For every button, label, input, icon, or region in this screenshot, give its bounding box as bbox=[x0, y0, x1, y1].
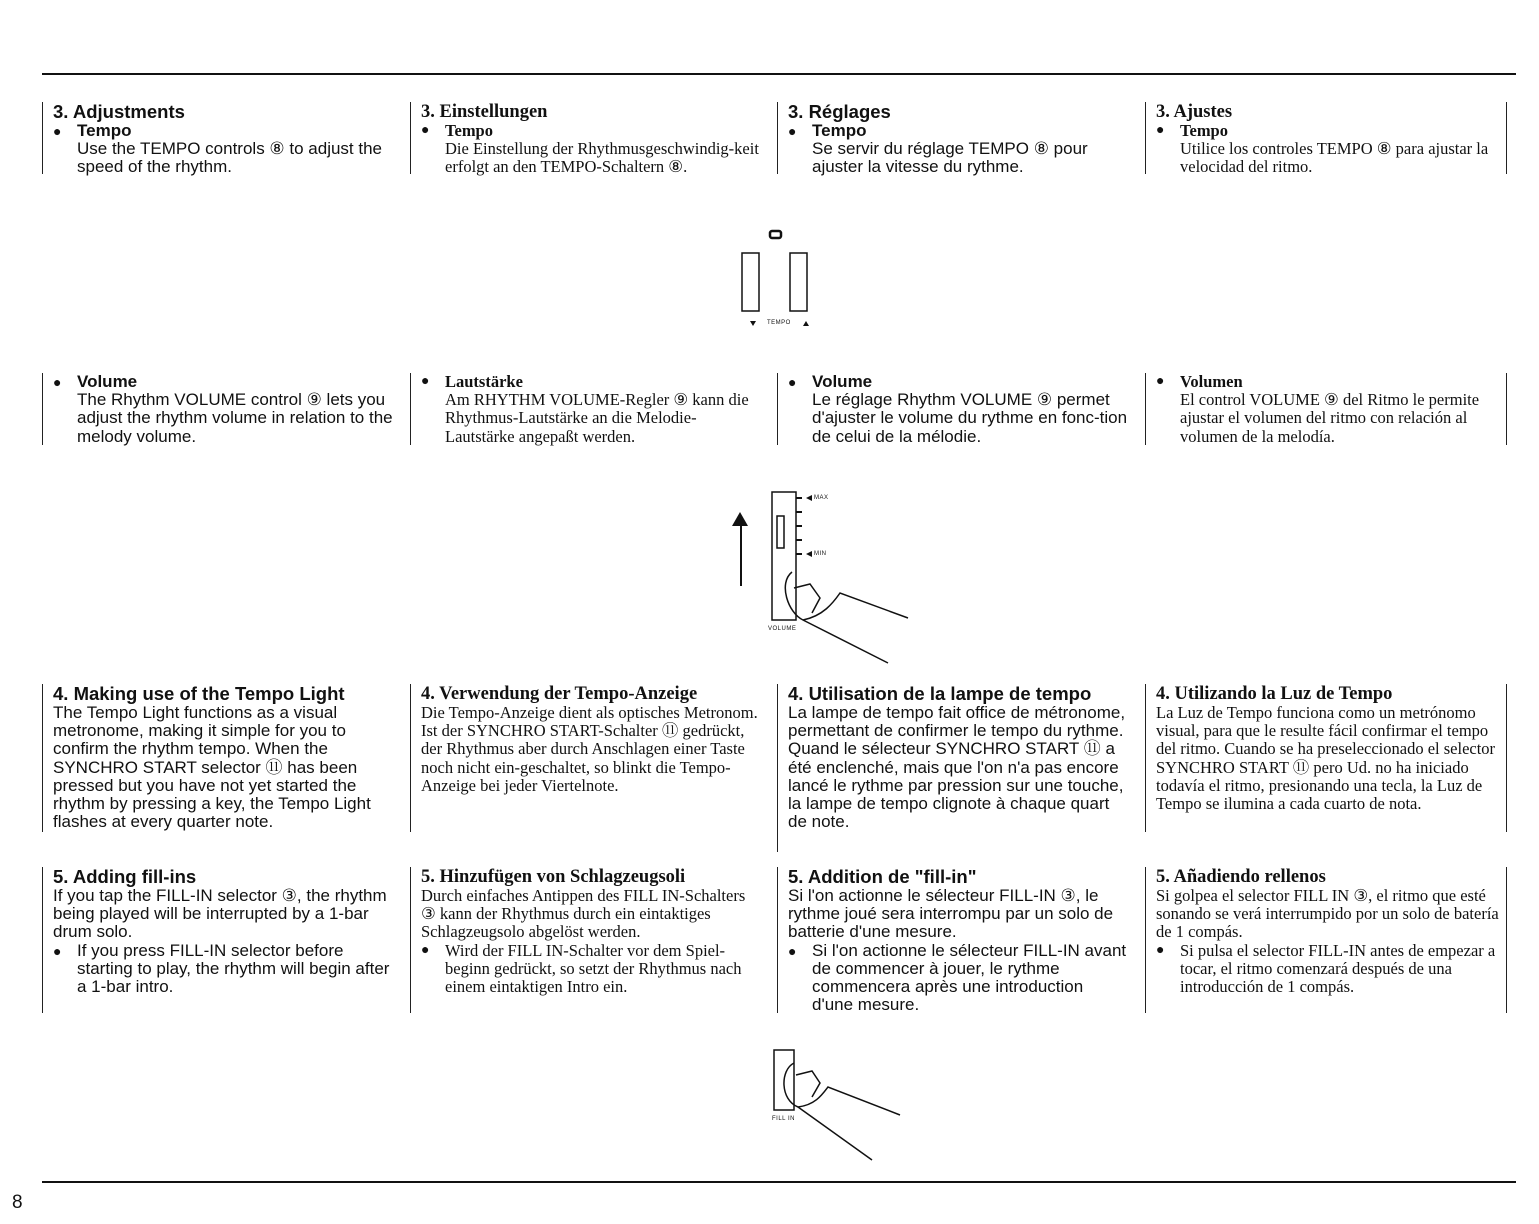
body-text: Am RHYTHM VOLUME-Regler ⑨ kann die Rhythmus-Lautstärke an die Melodie-Lautstärke angepaßt werden. bbox=[445, 390, 749, 446]
bullet-text: ● Si pulsa el selector FILL-IN antes de empezar a tocar, el ritmo comenzará después de una introducción de 1 compás. bbox=[1156, 942, 1500, 997]
body-text: Utilice los controles TEMPO ⑧ para ajustar la velocidad del ritmo. bbox=[1180, 139, 1489, 177]
subheading: ● Tempo bbox=[1156, 122, 1500, 140]
finger-icon bbox=[784, 1063, 900, 1160]
col-de-adjustments bbox=[410, 102, 761, 177]
body-text: Se servir du réglage TEMPO ⑧ pour ajuster la vitesse du rythme. bbox=[812, 139, 1088, 177]
col-de-volume bbox=[410, 373, 761, 445]
col-es-adjustments bbox=[1145, 102, 1507, 177]
tempo-light-icon bbox=[770, 231, 781, 238]
volume-slider-illustration bbox=[728, 488, 928, 668]
col-es-fill-ins bbox=[1145, 867, 1507, 1013]
section-title: 5. Hinzufügen von Schlagzeugsoli bbox=[421, 867, 686, 887]
section-title: 5. Añadiendo rellenos bbox=[1156, 867, 1326, 887]
section-title: 3. Ajustes bbox=[1156, 102, 1233, 122]
body-text: Use the TEMPO controls ⑧ to adjust the speed of the rhythm. bbox=[77, 139, 383, 177]
col-fr-tempo-light bbox=[777, 684, 1128, 852]
col-es-volume bbox=[1145, 373, 1507, 445]
body-text: Die Tempo-Anzeige dient als optisches Metronom. Ist der SYNCHRO START-Schalter ⑪ gedrückt, der Rhythmus aber durch Anschlagen einer Taste noch nicht ein-geschaltet, so blinkt die Tempo-Anzeige bei jeder Viertelnote. bbox=[421, 703, 758, 795]
up-arrow-icon bbox=[803, 321, 809, 326]
col-de-fill-ins bbox=[410, 867, 761, 1013]
body-text: Si l'on actionne le sélecteur FILL-IN ③, le rythme joué sera interrompu par un solo de batterie d'une mesure. bbox=[788, 886, 1114, 942]
body-text: La lampe de tempo fait office de métronome, permettant de confirmer le tempo du rythme. Quand le sélecteur SYNCHRO START ⑪ a été enclenché, mais que l'on n'a pas encore lancé le rythme par pression sur une touche, la lampe de tempo clignote à chaque quart de note. bbox=[788, 703, 1126, 832]
col-fr-fill-ins bbox=[777, 867, 1128, 1013]
bullet-text: ● Si l'on actionne le sélecteur FILL-IN avant de commencer à jouer, le rythme commencera après une introduction d'une mesure. bbox=[788, 942, 1128, 1015]
subheading: ● Lautstärke bbox=[421, 373, 761, 391]
section-title: 5. Adding fill-ins bbox=[53, 866, 197, 887]
col-de-tempo-light bbox=[410, 684, 761, 832]
up-arrow-icon bbox=[732, 512, 748, 586]
section-title: 4. Making use of the Tempo Light bbox=[53, 683, 345, 704]
fill-in-button-illustration bbox=[760, 1045, 920, 1165]
subheading: ● Tempo bbox=[421, 122, 761, 140]
tempo-figure bbox=[730, 228, 840, 333]
body-text: If you tap the FILL-IN selector ③, the rhythm being played will be interrupted by a 1-bar drum solo. bbox=[53, 886, 387, 942]
section-title: 3. Adjustments bbox=[53, 101, 185, 122]
body-text: The Tempo Light functions as a visual metronome, making it simple for you to confirm the rhythm tempo. When the SYNCHRO START selector ⑪ has been pressed but you have not yet started the rhythm by pressing a key, the Tempo Light flashes at every quarter note. bbox=[53, 703, 371, 832]
section-title: 4. Verwendung der Tempo-Anzeige bbox=[421, 684, 698, 704]
bullet-text: ● If you press FILL-IN selector before starting to play, the rhythm will begin after a 1-bar intro. bbox=[53, 942, 393, 997]
body-text: Si golpea el selector FILL IN ③, el ritmo que esté sonando se verá interrumpido por un solo de batería de 1 compás. bbox=[1156, 886, 1499, 942]
col-en-tempo-light bbox=[42, 684, 393, 832]
col-fr-adjustments bbox=[777, 101, 1128, 177]
subheading: ● Volume bbox=[788, 373, 1128, 391]
subheading: ● Tempo bbox=[788, 122, 1128, 140]
body-text: La Luz de Tempo funciona como un metrónomo visual, para que le resulte fácil confirmar el tempo del ritmo. Cuando se ha preseleccionado el selector SYNCHRO START ⑪ pero Ud. no ha iniciado todavía el ritmo, presionando una tecla, la Luz de Tempo se ilumina a cada cuarto de nota. bbox=[1156, 703, 1496, 814]
col-en-adjustments bbox=[42, 101, 393, 177]
col-es-tempo-light bbox=[1145, 684, 1507, 832]
body-text: Durch einfaches Antippen des FILL IN-Schalters ③ kann der Rhythmus durch ein eintaktiges Schlagzeugsolo abgelöst werden. bbox=[421, 886, 746, 942]
bullet-text: ● Wird der FILL IN-Schalter vor dem Spiel-beginn gedrückt, so setzt der Rhythmus nach einem eintaktigen Intro ein. bbox=[421, 942, 761, 997]
volume-min-label: MIN bbox=[814, 551, 827, 557]
section-title: 4. Utilizando la Luz de Tempo bbox=[1156, 684, 1393, 704]
section-title: 3. Einstellungen bbox=[421, 102, 548, 122]
volume-max-label: MAX bbox=[814, 495, 829, 501]
section-title: 4. Utilisation de la lampe de tempo bbox=[788, 683, 1092, 704]
body-text: Die Einstellung der Rhythmusgeschwindig-keit erfolgt an den TEMPO-Schaltern ⑧. bbox=[445, 139, 759, 177]
col-en-volume bbox=[42, 373, 393, 445]
subheading: ● Volumen bbox=[1156, 373, 1500, 391]
body-text: Le réglage Rhythm VOLUME ⑨ permet d'ajuster le volume du rythme en fonc-tion de celui de la mélodie. bbox=[812, 390, 1128, 446]
body-text: The Rhythm VOLUME control ⑨ lets you adjust the rhythm volume in relation to the melody volume. bbox=[77, 390, 393, 446]
subheading: ● Volume bbox=[53, 373, 393, 391]
body-text: El control VOLUME ⑨ del Ritmo le permite ajustar el volumen del ritmo con relación al volumen de la melodía. bbox=[1180, 390, 1480, 446]
volume-slider-frame bbox=[772, 492, 796, 620]
section-title: 5. Addition de "fill-in" bbox=[788, 866, 977, 887]
volume-label: VOLUME bbox=[768, 626, 797, 632]
fill-in-figure bbox=[760, 1045, 920, 1165]
bottom-rule bbox=[42, 1181, 1516, 1183]
tempo-label: TEMPO bbox=[767, 320, 791, 326]
col-en-fill-ins bbox=[42, 867, 393, 1013]
volume-figure bbox=[728, 488, 928, 668]
tempo-down-button bbox=[742, 253, 759, 311]
fill-in-label: FILL IN bbox=[772, 1116, 795, 1122]
top-rule bbox=[42, 73, 1516, 75]
section-title: 3. Réglages bbox=[788, 101, 891, 122]
col-fr-volume bbox=[777, 373, 1128, 445]
down-arrow-icon bbox=[750, 321, 756, 326]
tempo-up-button bbox=[790, 253, 807, 311]
volume-slider-knob bbox=[777, 516, 784, 548]
page-number: 8 bbox=[12, 1192, 23, 1213]
tempo-buttons-illustration bbox=[730, 228, 840, 333]
subheading: ● Tempo bbox=[53, 122, 393, 140]
